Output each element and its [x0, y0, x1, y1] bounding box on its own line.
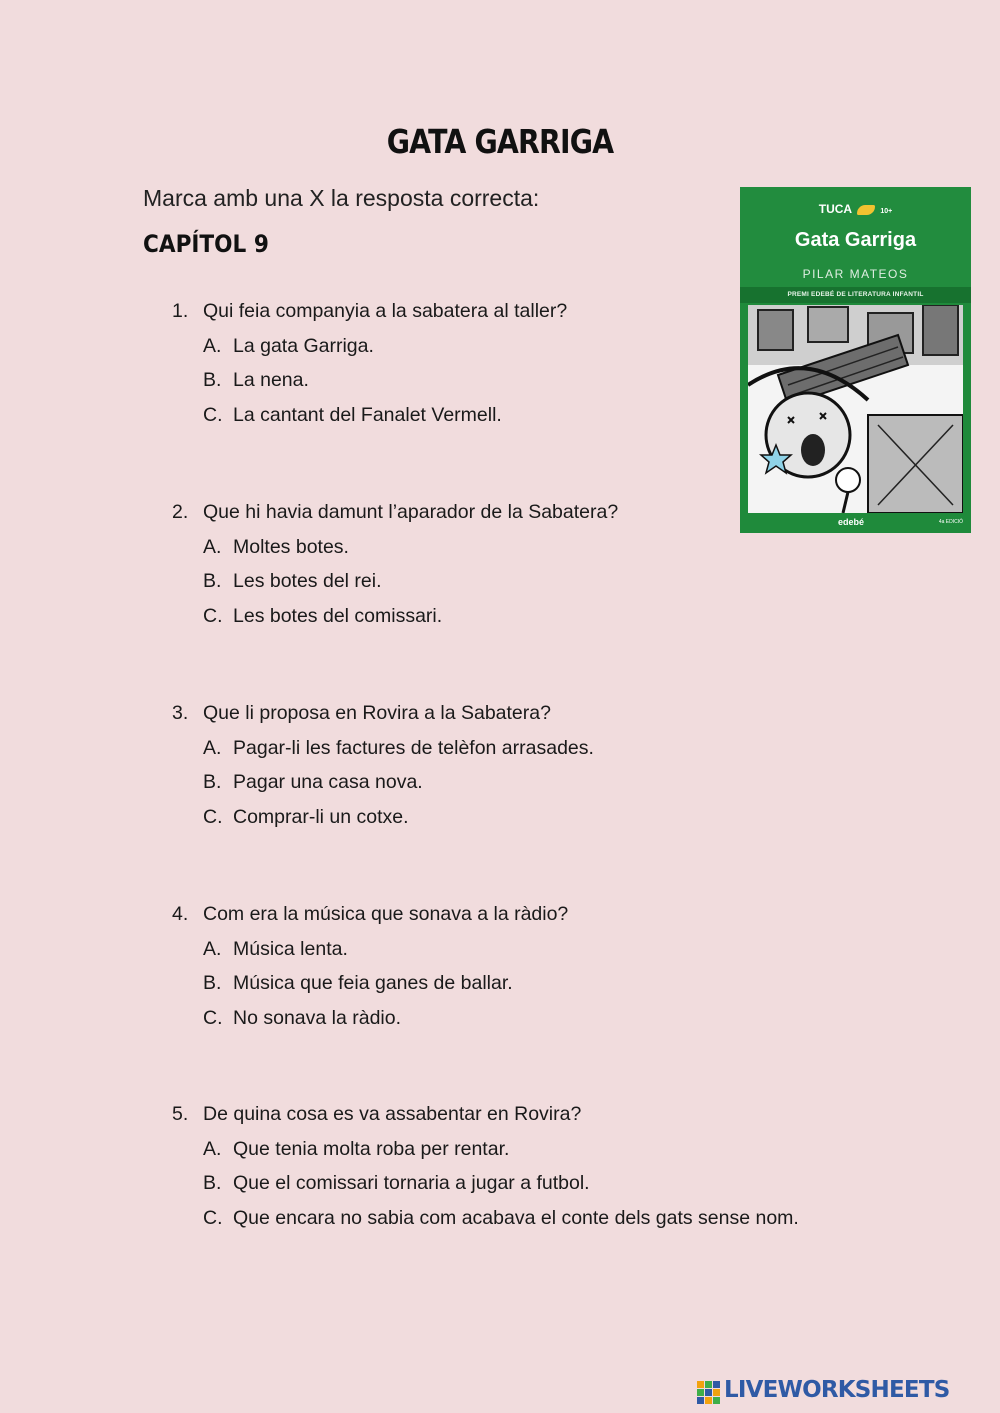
- liveworksheets-watermark[interactable]: [697, 1377, 997, 1409]
- publisher-logo: edebé: [838, 517, 865, 527]
- series-name: TUCA: [818, 202, 852, 216]
- question-text: De quina cosa es va assabentar en Rovira?: [203, 1103, 582, 1125]
- option-text: Música que feia ganes de ballar.: [233, 972, 513, 994]
- option-letter: B.: [203, 771, 222, 793]
- book-title: Gata Garriga: [794, 229, 917, 251]
- option-c[interactable]: [203, 805, 872, 829]
- option-letter: C.: [203, 1206, 223, 1229]
- question-text: Que li proposa en Rovira a la Sabatera?: [203, 702, 551, 724]
- option-text: Música lenta.: [233, 937, 348, 960]
- option-letter: C.: [203, 1006, 223, 1029]
- watermark-text: LIVEWORKSHEETS: [724, 1377, 950, 1403]
- option-a[interactable]: [203, 937, 872, 961]
- question-4: [172, 902, 872, 1030]
- book-cover: [740, 187, 971, 533]
- edition-label: 4a EDICIÓ: [938, 519, 963, 525]
- option-text: La nena.: [233, 369, 309, 391]
- option-letter: B.: [203, 369, 222, 391]
- option-text: Pagar-li les factures de telèfon arrasades.: [233, 736, 594, 759]
- option-text: Comprar-li un cotxe.: [233, 805, 409, 828]
- option-text: Que encara no sabia com acabava el conte dels gats sense nom.: [233, 1206, 799, 1229]
- question-number: 2.: [172, 501, 189, 523]
- option-a[interactable]: [203, 736, 872, 760]
- option-letter: C.: [203, 403, 223, 426]
- instruction-text: Marca amb una X la resposta correcta:: [143, 185, 540, 211]
- option-text: Les botes del rei.: [233, 570, 382, 592]
- question-number: 5.: [172, 1103, 189, 1125]
- question-number: 4.: [172, 903, 189, 925]
- option-b[interactable]: [203, 569, 872, 593]
- option-text: Les botes del comissari.: [233, 604, 443, 627]
- book-author: PILAR MATEOS: [802, 267, 909, 281]
- book-prize: PREMI EDEBÉ DE LITERATURA INFANTIL: [740, 287, 971, 303]
- question-text: Com era la música que sonava a la ràdio?: [203, 903, 569, 925]
- option-letter: B.: [203, 1172, 222, 1194]
- option-text: La gata Garriga.: [233, 334, 374, 357]
- option-letter: A.: [203, 937, 222, 960]
- page-title: GATA GARRIGA: [386, 122, 614, 161]
- option-letter: C.: [203, 805, 223, 828]
- option-text: Que el comissari tornaria a jugar a futbol.: [233, 1172, 590, 1194]
- chapter-heading: CAPÍTOL 9: [143, 230, 269, 258]
- option-letter: A.: [203, 736, 222, 759]
- option-letter: A.: [203, 535, 222, 558]
- option-letter: B.: [203, 972, 222, 994]
- question-number: 3.: [172, 702, 189, 724]
- question-text: Qui feia companyia a la sabatera al taller?: [203, 300, 568, 322]
- option-b[interactable]: [203, 770, 872, 794]
- cover-illustration: [748, 305, 963, 513]
- option-text: La cantant del Fanalet Vermell.: [233, 403, 502, 426]
- question-3: [172, 701, 872, 829]
- series-logo: [740, 202, 971, 216]
- option-text: Que tenia molta roba per rentar.: [233, 1137, 510, 1160]
- option-a[interactable]: [203, 1137, 872, 1161]
- option-letter: B.: [203, 570, 222, 592]
- option-a[interactable]: [203, 535, 872, 559]
- option-letter: A.: [203, 334, 222, 357]
- option-text: No sonava la ràdio.: [233, 1006, 402, 1029]
- series-age: 10+: [880, 208, 893, 215]
- option-b[interactable]: [203, 971, 872, 995]
- option-letter: A.: [203, 1137, 222, 1160]
- option-text: Moltes botes.: [233, 535, 349, 558]
- question-number: 1.: [172, 300, 189, 322]
- option-c[interactable]: [203, 1206, 872, 1230]
- option-b[interactable]: [203, 1171, 872, 1195]
- option-c[interactable]: [203, 1006, 872, 1030]
- question-5: [172, 1102, 872, 1230]
- option-c[interactable]: [203, 604, 872, 628]
- liveworksheets-logo-icon: [697, 1381, 721, 1405]
- option-letter: C.: [203, 604, 223, 627]
- option-text: Pagar una casa nova.: [233, 771, 423, 793]
- toucan-icon: [857, 205, 875, 215]
- question-text: Que hi havia damunt l’aparador de la Sabatera?: [203, 501, 619, 523]
